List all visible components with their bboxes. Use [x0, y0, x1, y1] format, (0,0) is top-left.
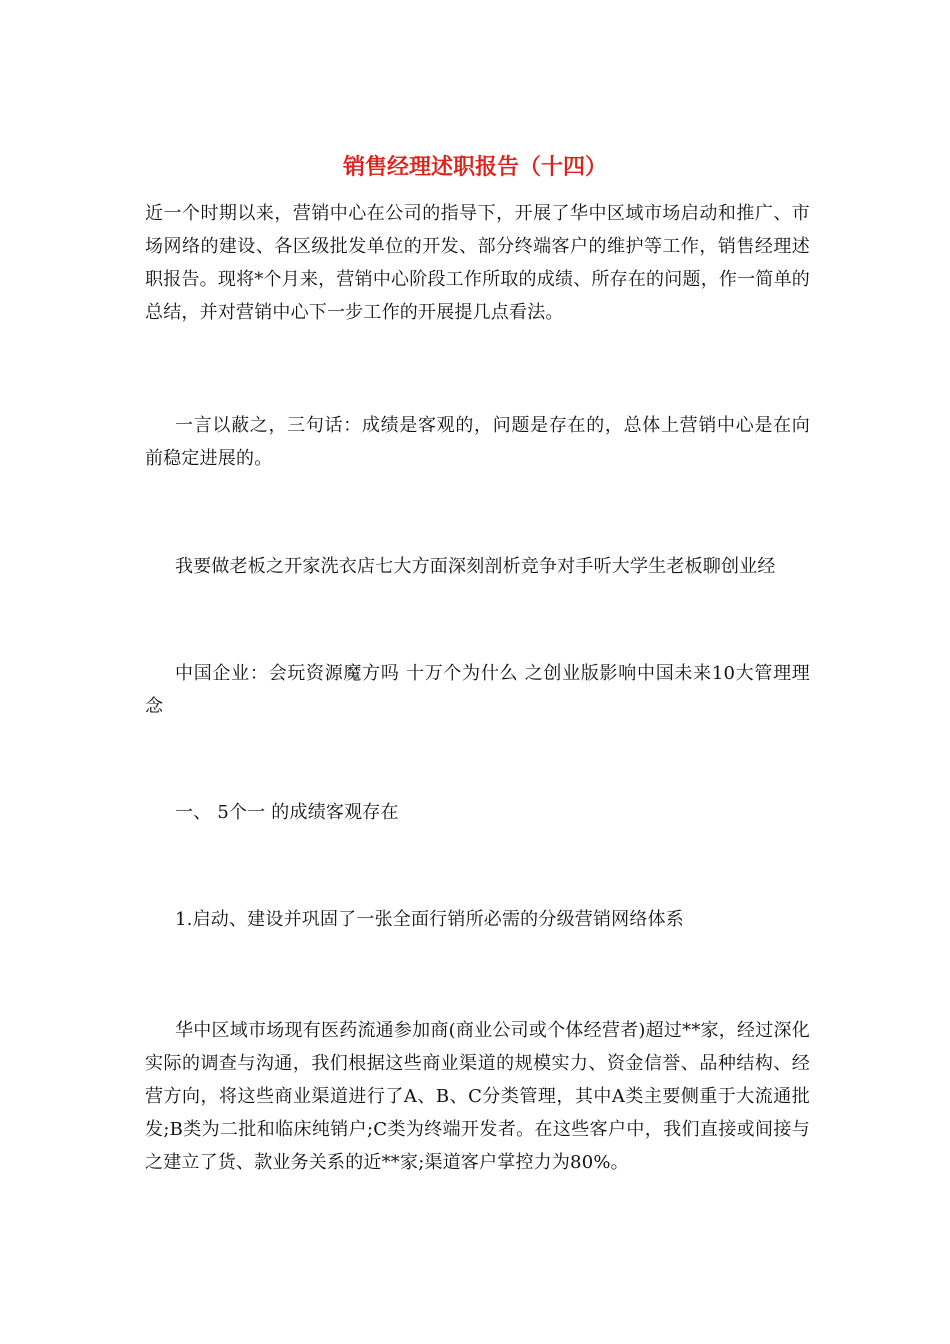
document-title: 销售经理述职报告（十四） — [342, 154, 607, 180]
paragraph-intro: 近一个时期以来，营销中心在公司的指导下，开展了华中区域市场启动和推广、市场网络的建设、各区级批发单位的开发、部分终端客户的维护等工作，销售经理述职报告。现将*个月来，营销中心阶段工作所取的成绩、所存在的问题，作一简单的总结，并对营销中心下一步工作的开展提几点看法。 — [145, 203, 810, 323]
paragraph-summary: 一言以蔽之，三句话：成绩是客观的，问题是存在的，总体上营销中心是在向前稳定进展的。 — [145, 415, 810, 469]
paragraph-market-detail: 华中区域市场现有医药流通参加商(商业公司或个体经营者)超过**家，经过深化实际的调查与沟通，我们根据这些商业渠道的规模实力、资金信誉、品种结构、经营方向，将这些商业渠道进行了A、B、C分类管理，其中A类主要侧重于大流通批发;B类为二批和临床纯销户;C类为终端开发者。在这些客户中，我们直接或间接与之建立了货、款业务关系的近**家;渠道客户掌控力为80%。 — [145, 1020, 810, 1173]
paragraph-ad-line-1: 我要做老板之开家洗衣店七大方面深刻剖析竞争对手听大学生老板聊创业经 — [175, 556, 776, 577]
section-heading: 一、 5个一 的成绩客观存在 — [175, 802, 399, 823]
subsection-heading: 1.启动、建设并巩固了一张全面行销所必需的分级营销网络体系 — [175, 909, 684, 930]
paragraph-ad-line-2: 中国企业：会玩资源魔方吗 十万个为什么 之创业版影响中国未来10大管理理念 — [145, 663, 810, 717]
